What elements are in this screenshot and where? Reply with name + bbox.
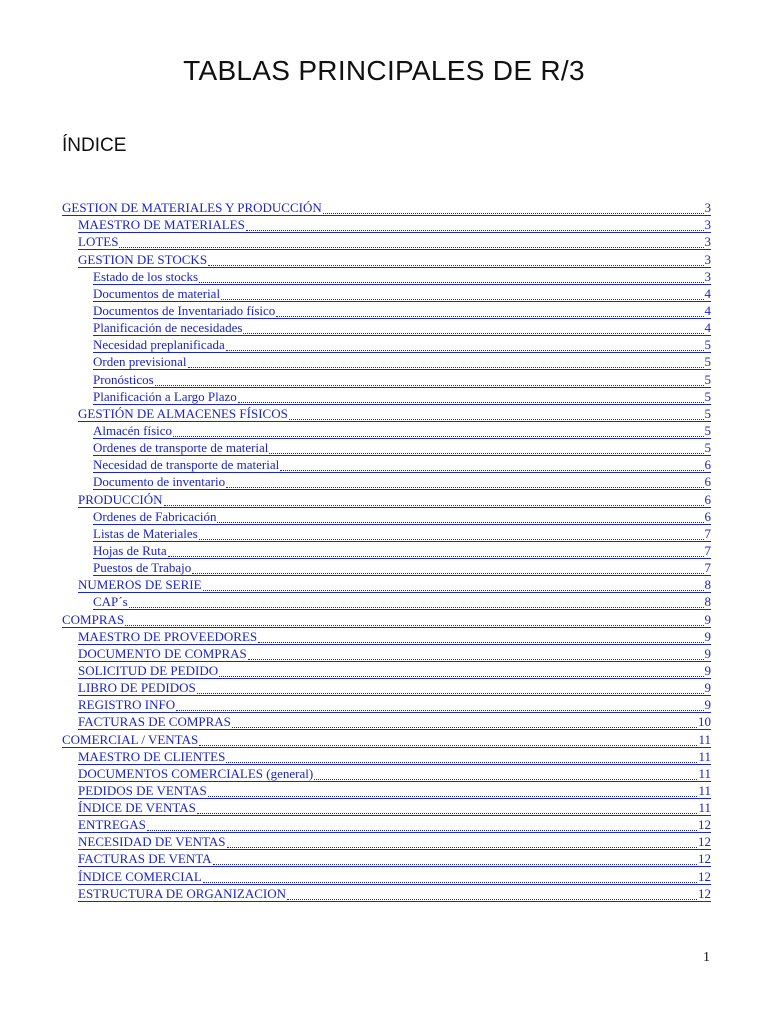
toc-entry[interactable]: [78, 250, 711, 267]
toc-entry-title[interactable]: Almacén físico: [93, 422, 173, 438]
toc-entry-page[interactable]: 12: [698, 885, 711, 901]
toc-dot-leader: [208, 252, 703, 266]
toc-dot-leader: [213, 851, 697, 865]
toc-dot-leader: [199, 732, 697, 746]
toc-entry-page[interactable]: 4: [704, 320, 711, 336]
toc-entry-title[interactable]: ÍNDICE DE VENTAS: [78, 800, 196, 816]
toc-entry-title[interactable]: PEDIDOS DE VENTAS: [78, 782, 207, 798]
toc-dot-leader: [323, 200, 704, 214]
toc-entry-title[interactable]: Documento de inventario: [93, 474, 226, 490]
table-of-contents: [0, 199, 768, 902]
page-title: TABLAS PRINCIPALES DE R/3: [183, 55, 585, 86]
toc-entry-title[interactable]: ENTREGAS: [78, 817, 146, 833]
toc-entry-page[interactable]: 4: [704, 285, 711, 301]
toc-entry[interactable]: [93, 422, 711, 439]
toc-entry-title[interactable]: LIBRO DE PEDIDOS: [78, 680, 196, 696]
toc-dot-leader: [314, 766, 697, 780]
toc-entry-page[interactable]: 12: [698, 851, 711, 867]
toc-entry-page[interactable]: 9: [704, 611, 711, 627]
toc-dot-leader: [287, 886, 697, 900]
index-heading: ÍNDICE: [62, 135, 127, 156]
toc-entry[interactable]: [93, 473, 711, 490]
toc-entry[interactable]: [78, 782, 711, 799]
toc-entry-title[interactable]: MAESTRO DE PROVEEDORES: [78, 628, 258, 644]
toc-entry-page[interactable]: 9: [704, 628, 711, 644]
toc-entry-title[interactable]: CAP´s: [93, 594, 128, 610]
toc-entry-page[interactable]: 7: [704, 560, 711, 576]
toc-dot-leader: [192, 560, 703, 574]
toc-dot-leader: [280, 457, 703, 471]
toc-dot-leader: [119, 234, 703, 248]
toc-entry[interactable]: [78, 748, 711, 765]
toc-dot-leader: [219, 663, 703, 677]
toc-entry-title[interactable]: Planificación de necesidades: [93, 320, 243, 336]
toc-entry-title[interactable]: GESTION DE STOCKS: [78, 251, 208, 267]
toc-dot-leader: [199, 526, 704, 540]
toc-entry-title[interactable]: Documentos de material: [93, 285, 221, 301]
toc-entry[interactable]: [78, 696, 711, 713]
toc-entry[interactable]: [93, 525, 711, 542]
toc-entry-title[interactable]: Hojas de Ruta: [93, 542, 167, 558]
toc-dot-leader: [173, 423, 703, 437]
toc-entry-page[interactable]: 3: [704, 234, 711, 250]
toc-entry[interactable]: [78, 645, 711, 662]
toc-dot-leader: [238, 389, 704, 403]
toc-dot-leader: [221, 286, 703, 300]
toc-entry-title[interactable]: NUMEROS DE SERIE: [78, 577, 202, 593]
toc-entry[interactable]: [78, 765, 711, 782]
toc-entry-title[interactable]: REGISTRO INFO: [78, 697, 176, 713]
toc-entry-page[interactable]: 5: [704, 337, 711, 353]
toc-dot-leader: [188, 354, 704, 368]
toc-entry-title[interactable]: MAESTRO DE MATERIALES: [78, 217, 245, 233]
toc-entry[interactable]: [93, 439, 711, 456]
toc-entry-title[interactable]: Orden previsional: [93, 354, 187, 370]
toc-dot-leader: [226, 474, 703, 488]
toc-entry-title[interactable]: GESTIÓN DE ALMACENES FÍSICOS: [78, 405, 288, 421]
toc-entry-title[interactable]: SOLICITUD DE PEDIDO: [78, 662, 219, 678]
toc-dot-leader: [129, 594, 704, 608]
toc-entry-page[interactable]: 9: [704, 662, 711, 678]
toc-entry-title[interactable]: Pronósticos: [93, 371, 154, 387]
toc-dot-leader: [197, 800, 698, 814]
toc-entry-title[interactable]: FACTURAS DE COMPRAS: [78, 714, 231, 730]
toc-entry-page[interactable]: 7: [704, 542, 711, 558]
toc-entry-title[interactable]: DOCUMENTOS COMERCIALES (general): [78, 765, 314, 781]
toc-entry-page[interactable]: 9: [704, 680, 711, 696]
toc-entry-title[interactable]: Planificación a Largo Plazo: [93, 388, 237, 404]
toc-entry[interactable]: [78, 662, 711, 679]
toc-entry-page[interactable]: 3: [704, 268, 711, 284]
toc-entry[interactable]: [93, 508, 711, 525]
page-number: 1: [703, 950, 710, 965]
toc-entry-title[interactable]: Estado de los stocks: [93, 268, 199, 284]
toc-dot-leader: [227, 834, 698, 848]
toc-entry[interactable]: [93, 319, 711, 336]
toc-entry[interactable]: [93, 336, 711, 353]
toc-entry-page[interactable]: 11: [698, 748, 711, 764]
toc-entry[interactable]: [93, 456, 711, 473]
toc-dot-leader: [217, 509, 703, 523]
toc-entry-title[interactable]: NECESIDAD DE VENTAS: [78, 834, 226, 850]
toc-entry[interactable]: [93, 542, 711, 559]
toc-entry[interactable]: [78, 628, 711, 645]
toc-entry[interactable]: [62, 730, 711, 747]
toc-dot-leader: [208, 783, 698, 797]
toc-entry-page[interactable]: 6: [704, 474, 711, 490]
toc-entry[interactable]: [93, 593, 711, 610]
toc-entry[interactable]: [78, 713, 711, 730]
toc-entry-page[interactable]: 4: [704, 302, 711, 318]
toc-entry-title[interactable]: Listas de Materiales: [93, 525, 198, 541]
toc-dot-leader: [226, 337, 704, 351]
toc-entry-page[interactable]: 12: [698, 817, 711, 833]
toc-entry-title[interactable]: Ordenes de Fabricación: [93, 508, 217, 524]
toc-entry[interactable]: [93, 559, 711, 576]
toc-entry[interactable]: [78, 490, 711, 507]
toc-entry-page[interactable]: 3: [704, 200, 711, 216]
toc-entry-page[interactable]: 8: [704, 594, 711, 610]
toc-entry[interactable]: [78, 885, 711, 902]
toc-entry[interactable]: [78, 799, 711, 816]
toc-entry[interactable]: [93, 370, 711, 387]
toc-entry-title[interactable]: COMERCIAL / VENTAS: [62, 731, 199, 747]
toc-dot-leader: [168, 543, 704, 557]
toc-entry-title[interactable]: ÍNDICE COMERCIAL: [78, 868, 202, 884]
toc-dot-leader: [226, 749, 697, 763]
toc-dot-leader: [269, 440, 703, 454]
toc-entry-page[interactable]: 5: [704, 371, 711, 387]
toc-entry[interactable]: [78, 816, 711, 833]
toc-entry-page[interactable]: 11: [698, 765, 711, 781]
toc-dot-leader: [246, 217, 704, 231]
toc-entry[interactable]: [78, 576, 711, 593]
toc-entry-title[interactable]: Necesidad preplanificada: [93, 337, 225, 353]
toc-entry[interactable]: [78, 405, 711, 422]
toc-entry[interactable]: [93, 302, 711, 319]
toc-entry[interactable]: [78, 216, 711, 233]
toc-dot-leader: [232, 714, 697, 728]
toc-entry-page[interactable]: 11: [698, 731, 711, 747]
toc-entry[interactable]: [78, 833, 711, 850]
toc-entry-page[interactable]: 5: [704, 388, 711, 404]
toc-entry-page[interactable]: 6: [704, 457, 711, 473]
toc-entry-title[interactable]: PRODUCCIÓN: [78, 491, 163, 507]
toc-dot-leader: [243, 320, 703, 334]
toc-entry[interactable]: [93, 353, 711, 370]
toc-dot-leader: [147, 817, 697, 831]
toc-dot-leader: [203, 869, 697, 883]
toc-entry-page[interactable]: 7: [704, 525, 711, 541]
toc-dot-leader: [248, 646, 704, 660]
toc-entry-title[interactable]: Documentos de Inventariado físico: [93, 302, 276, 318]
toc-entry-page[interactable]: 5: [704, 405, 711, 421]
toc-dot-leader: [155, 372, 704, 386]
toc-entry[interactable]: [93, 285, 711, 302]
toc-entry-title[interactable]: LOTES: [78, 234, 119, 250]
toc-entry-title[interactable]: Ordenes de transporte de material: [93, 440, 269, 456]
toc-entry-page[interactable]: 11: [698, 782, 711, 798]
toc-dot-leader: [203, 577, 704, 591]
toc-entry[interactable]: [93, 268, 711, 285]
toc-entry-page[interactable]: 9: [704, 697, 711, 713]
toc-dot-leader: [197, 680, 704, 694]
toc-entry-page[interactable]: 9: [704, 645, 711, 661]
toc-dot-leader: [276, 303, 703, 317]
toc-entry-title[interactable]: ESTRUCTURA DE ORGANIZACION: [78, 885, 286, 901]
toc-entry[interactable]: [78, 867, 711, 884]
toc-entry-title[interactable]: GESTION DE MATERIALES Y PRODUCCIÓN: [62, 200, 322, 216]
toc-entry-title[interactable]: Necesidad de transporte de material: [93, 457, 280, 473]
toc-entry[interactable]: [62, 199, 711, 216]
toc-entry-page[interactable]: 6: [704, 508, 711, 524]
toc-entry-page[interactable]: 11: [698, 800, 711, 816]
toc-entry[interactable]: [78, 679, 711, 696]
toc-entry[interactable]: [78, 233, 711, 250]
toc-dot-leader: [199, 269, 703, 283]
toc-entry-title[interactable]: COMPRAS: [62, 611, 125, 627]
toc-entry[interactable]: [62, 610, 711, 627]
toc-entry-page[interactable]: 3: [704, 217, 711, 233]
toc-entry[interactable]: [78, 850, 711, 867]
toc-entry-page[interactable]: 12: [698, 868, 711, 884]
toc-entry-page[interactable]: 8: [704, 577, 711, 593]
toc-dot-leader: [176, 697, 703, 711]
toc-dot-leader: [289, 406, 704, 420]
toc-dot-leader: [258, 629, 703, 643]
toc-entry-title[interactable]: DOCUMENTO DE COMPRAS: [78, 645, 247, 661]
toc-entry-page[interactable]: 12: [698, 834, 711, 850]
toc-entry-title[interactable]: MAESTRO DE CLIENTES: [78, 748, 226, 764]
toc-entry[interactable]: [93, 388, 711, 405]
toc-entry-page[interactable]: 6: [704, 491, 711, 507]
toc-entry-title[interactable]: Puestos de Trabajo: [93, 560, 192, 576]
toc-entry-page[interactable]: 5: [704, 440, 711, 456]
toc-dot-leader: [164, 492, 704, 506]
toc-entry-page[interactable]: 5: [704, 354, 711, 370]
toc-entry-title[interactable]: FACTURAS DE VENTA: [78, 851, 212, 867]
toc-entry-page[interactable]: 10: [698, 714, 711, 730]
toc-entry-page[interactable]: 5: [704, 422, 711, 438]
toc-entry-page[interactable]: 3: [704, 251, 711, 267]
toc-dot-leader: [125, 612, 703, 626]
